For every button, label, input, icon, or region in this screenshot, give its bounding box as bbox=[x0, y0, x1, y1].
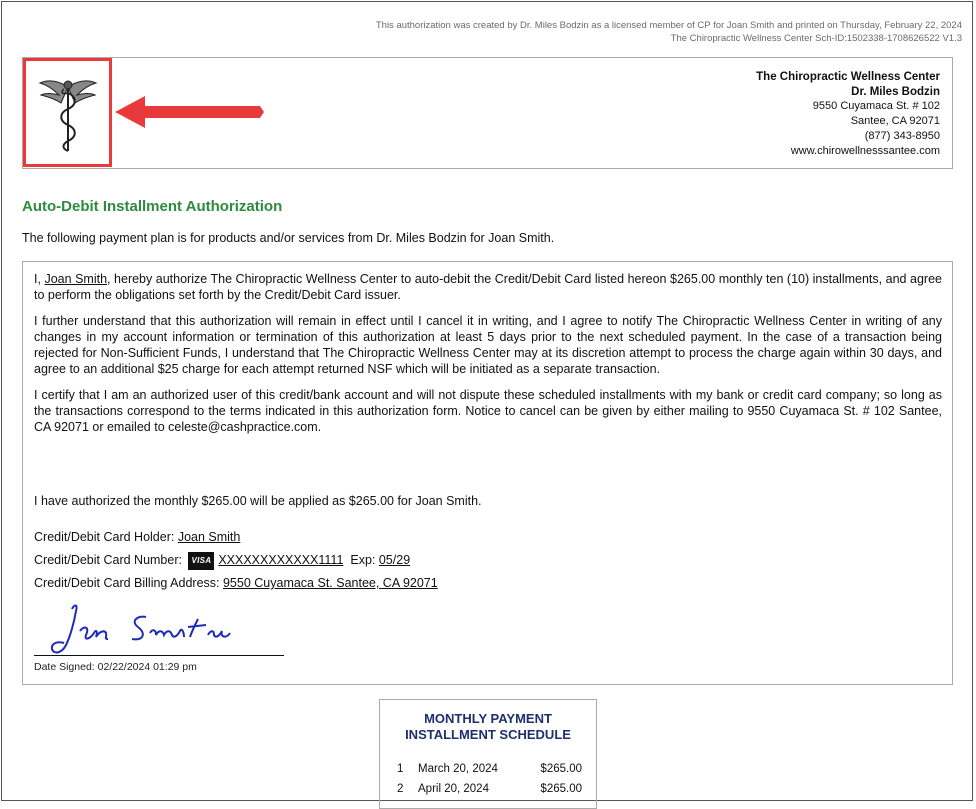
practice-info bbox=[756, 70, 940, 158]
intro-text: The following payment plan is for products and/or services from Dr. Miles Bodzin for Joan Smith. bbox=[22, 231, 555, 245]
practice-city: Santee, CA 92071 bbox=[850, 115, 940, 128]
practice-website: www.chirowellnesssantee.com bbox=[790, 144, 940, 157]
schedule-row-number: 1 bbox=[397, 763, 404, 775]
authorization-paragraph-1 bbox=[34, 271, 942, 303]
date-signed: Date Signed: 02/22/2024 01:29 pm bbox=[34, 661, 197, 673]
card-holder-value: Joan Smith bbox=[177, 530, 241, 544]
print-meta-line1: This authorization was created by Dr. Miles Bodzin as a licensed member of CP for Joan Smith and printed on Thursday, February 22, 2024 bbox=[375, 20, 962, 31]
signature-line bbox=[34, 655, 284, 656]
print-meta bbox=[376, 20, 962, 45]
authorized-amount-line: I have authorized the monthly $265.00 will be applied as $265.00 for Joan Smith. bbox=[34, 494, 482, 508]
exp-value: 05/29 bbox=[378, 553, 411, 567]
visa-icon: VISA bbox=[188, 552, 214, 570]
schedule-title-line1: MONTHLY PAYMENT bbox=[424, 711, 552, 726]
print-meta-line2: The Chiropractic Wellness Center Sch-ID:1502338-1708626522 V1.3 bbox=[670, 32, 962, 44]
exp-label: Exp: bbox=[350, 553, 379, 567]
handwritten-signature bbox=[34, 597, 284, 657]
practice-name: The Chiropractic Wellness Center bbox=[756, 71, 940, 83]
schedule-row-date: April 20, 2024 bbox=[418, 783, 489, 795]
signature-area bbox=[34, 597, 284, 657]
caduceus-icon bbox=[37, 71, 99, 155]
p1-text: , hereby authorize The Chiropractic Wellness Center to auto-debit the Credit/Debit Card listed hereon $265.00 monthly ten (10) installments, and agree to perform the obligations set forth by the Credit/Debit Card issuer. bbox=[34, 272, 942, 302]
schedule-title bbox=[380, 711, 596, 743]
practice-phone: (877) 343-8950 bbox=[864, 129, 940, 142]
schedule-row-date: March 20, 2024 bbox=[418, 763, 498, 775]
doctor-name: Dr. Miles Bodzin bbox=[851, 85, 940, 98]
authorization-paragraph-3: I certify that I am an authorized user of this credit/bank account and will not dispute these scheduled installments with my bank or credit card company; so long as the transactions correspond to the terms indicated in this authorization form. Notice to cancel can be given by either mailing to 9550 Cuyamaca St. # 102 Santee, CA 92071 or emailed to celeste@cashpractice.com. bbox=[34, 388, 942, 434]
card-number-label: Credit/Debit Card Number: bbox=[34, 553, 186, 567]
installment-schedule bbox=[379, 699, 597, 809]
patient-name: Joan Smith bbox=[44, 272, 108, 286]
letterhead bbox=[22, 57, 953, 169]
card-number-field bbox=[34, 552, 410, 570]
schedule-row-number: 2 bbox=[397, 783, 404, 795]
practice-street: 9550 Cuyamaca St. # 102 bbox=[812, 100, 940, 113]
red-arrow-icon bbox=[115, 94, 265, 130]
schedule-title-line2: INSTALLMENT SCHEDULE bbox=[405, 727, 571, 742]
p1-prefix: I, bbox=[34, 272, 45, 286]
card-number-value: XXXXXXXXXXXX1111 bbox=[218, 553, 344, 567]
billing-address-value: 9550 Cuyamaca St. Santee, CA 92071 bbox=[222, 576, 438, 590]
card-holder-field bbox=[34, 529, 240, 545]
schedule-row-amount: $265.00 bbox=[540, 763, 582, 775]
logo-highlight bbox=[23, 58, 112, 167]
document-title: Auto-Debit Installment Authorization bbox=[22, 198, 283, 215]
billing-address-label: Credit/Debit Card Billing Address: bbox=[34, 576, 223, 590]
card-holder-label: Credit/Debit Card Holder: bbox=[34, 530, 178, 544]
authorization-paragraph-2: I further understand that this authorization will remain in effect until I cancel it in writing, and I agree to notify The Chiropractic Wellness Center in writing of any changes in my account information or termination of this authorization at least 5 days prior to the next scheduled payment. In the case of a transaction being rejected for Non-Sufficient Funds, I understand that The Chiropractic Wellness Center may at its discretion attempt to process the charge again within 30 days, and agree to an additional $25 charge for each attempt returned NSF which will be initiated as a separate transaction. bbox=[34, 314, 942, 376]
authorization-body bbox=[22, 261, 953, 685]
billing-address-field bbox=[34, 575, 438, 591]
schedule-row-amount: $265.00 bbox=[540, 783, 582, 795]
